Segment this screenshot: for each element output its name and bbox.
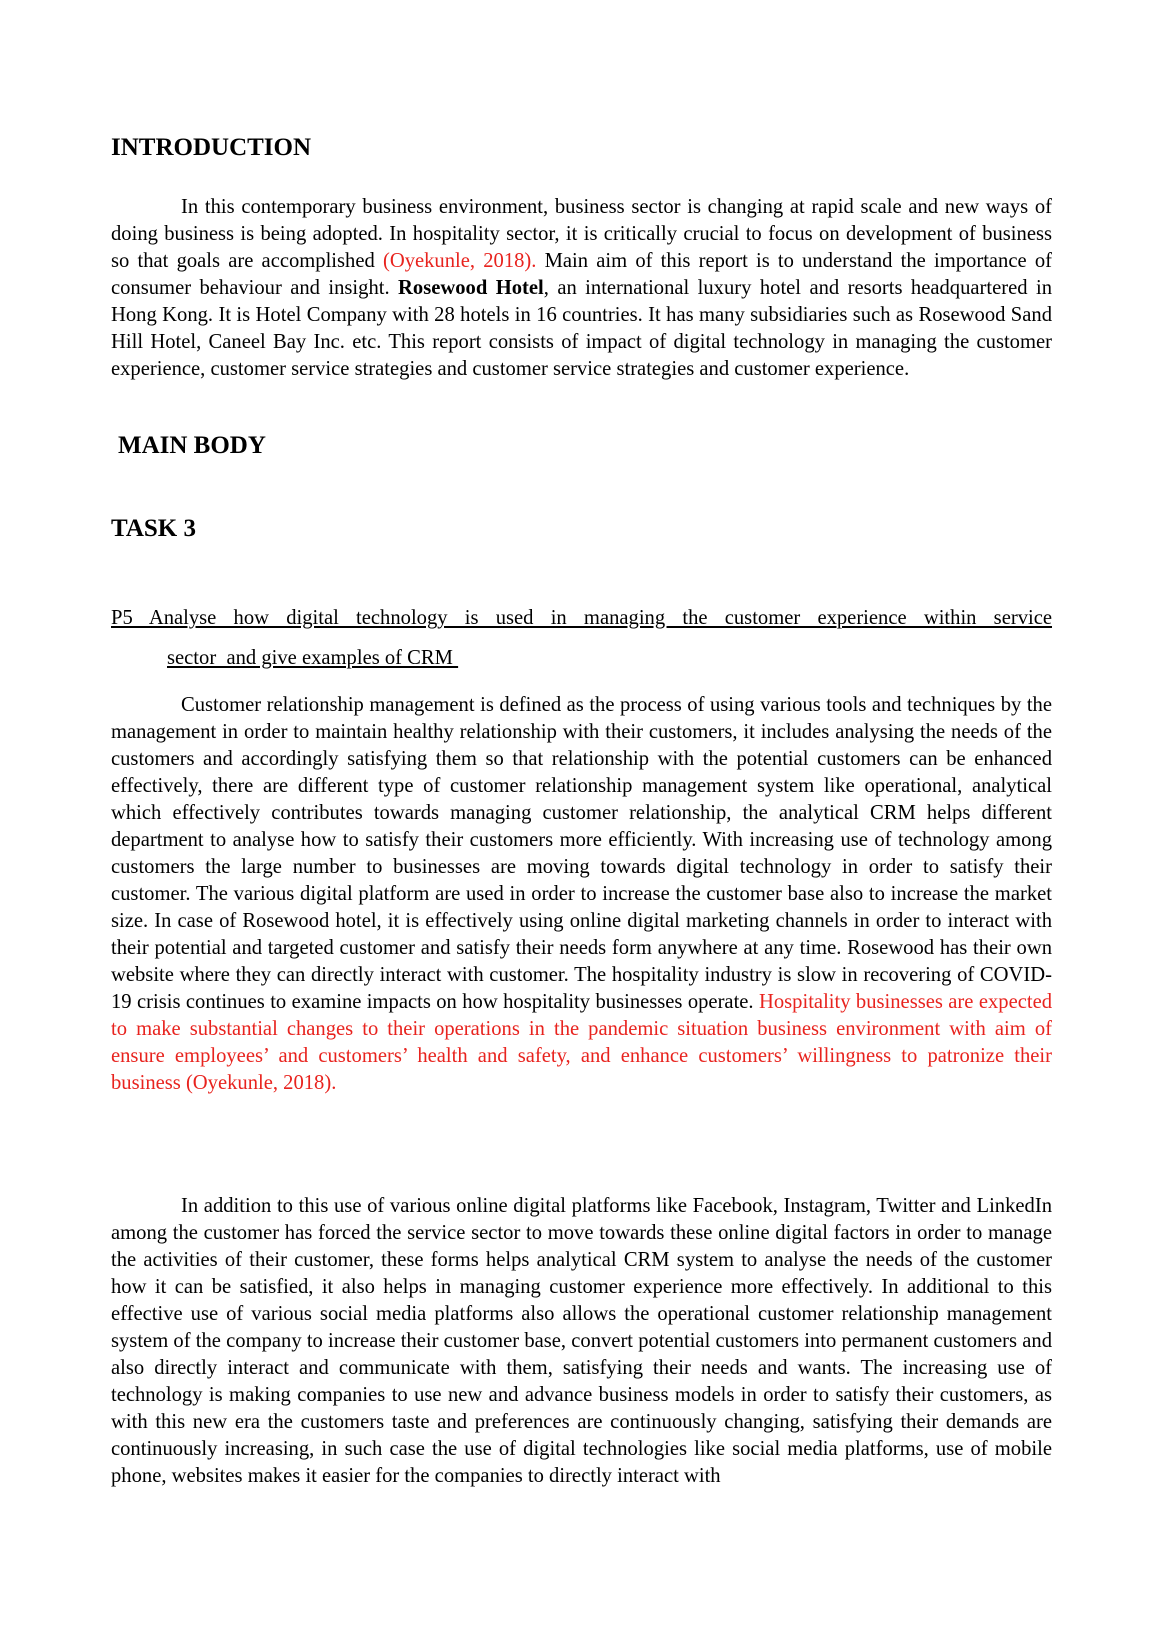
crm-text: Customer relationship management is defined as the process of using various tools and techniques by the management in order to maintain healthy relationship with their customers, it includes analysing the needs of the customers and accordingly satisfying them so that relationship with the potential customers can be enhanced effectively, there are different type of customer relationship management system like operational, analytical which effectively contributes towards managing customer relationship, the analytical CRM helps different department to analyse how to satisfy their customers more efficiently. With increasing use of technology among customers the large number to businesses are moving towards digital technology in order to satisfy their customer. The various digital platform are used in order to increase the customer base also to increase the market size. In case of Rosewood hotel, it is effectively using online digital marketing channels in order to interact with their potential and targeted customer and satisfy their needs form anywhere at any time. Rosewood has their own website where they can directly interact with customer. The hospitality industry is slow in recovering of COVID-19 crisis continues to examine impacts on how hospitality businesses operate.: [111, 694, 1052, 1013]
introduction-heading: INTRODUCTION: [111, 134, 312, 161]
digital-platforms-paragraph: In addition to this use of various online digital platforms like Facebook, Instagram, Twitter and LinkedIn among the customer has forced the service sector to move towards these online digital factors in order to manage the activities of their customer, these forms helps analytical CRM system to analyse the needs of the customer how it can be satisfied, it also helps in managing customer experience more effectively. In additional to this effective use of various social media platforms also allows the operational customer relationship management system of the company to increase their customer base, convert potential customers into permanent customers and also directly interact and communicate with them, satisfying their needs and wants. The increasing use of technology is making companies to use new and advance business models in order to satisfy their customers, as with this new era the customers taste and preferences are continuously changing, satisfying their demands are continuously increasing, in such case the use of digital technologies like social media platforms, use of mobile phone, websites makes it easier for the companies to directly interact with: [111, 1195, 1052, 1487]
crm-citation-text: Hospitality businesses are expected to make substantial changes to their operations in the pandemic situation business environment with aim of ensure employees’ and customers’ health and safety, and enhance customers’ willingness to patronize their business (Oyekunle, 2018).: [111, 991, 1053, 1094]
main-body-heading: MAIN BODY: [118, 432, 266, 459]
intro-text-1: In this contemporary business environment, business sector is changing at rapid scale and new ways of doing business is being adopted. In hospitality sector, it is critically crucial to focus on development of business so that goals are accomplished: [111, 196, 1052, 272]
intro-citation: (Oyekunle, 2018).: [382, 250, 537, 272]
p5-subheading: [111, 598, 1052, 678]
intro-text-2: Main aim of this report is to understand the importance of consumer behaviour and insight.: [111, 250, 1052, 299]
p5-subheading-line-2: sector and give examples of CRM: [167, 647, 459, 669]
crm-paragraph: [111, 692, 1052, 1097]
intro-company-name: Rosewood Hotel: [398, 277, 544, 299]
introduction-paragraph: [111, 194, 1052, 383]
p5-subheading-line-1: P5 Analyse how digital technology is used in managing the customer experience within service: [111, 607, 1052, 629]
task-3-heading: TASK 3: [111, 515, 196, 542]
intro-text-3: , an international luxury hotel and resorts headquartered in Hong Kong. It is Hotel Company with 28 hotels in 16 countries. It has many subsidiaries such as Rosewood Sand Hill Hotel, Caneel Bay Inc. etc. This report consists of impact of digital technology in managing the customer experience, customer service strategies and customer service strategies and customer experience.: [111, 277, 1052, 380]
